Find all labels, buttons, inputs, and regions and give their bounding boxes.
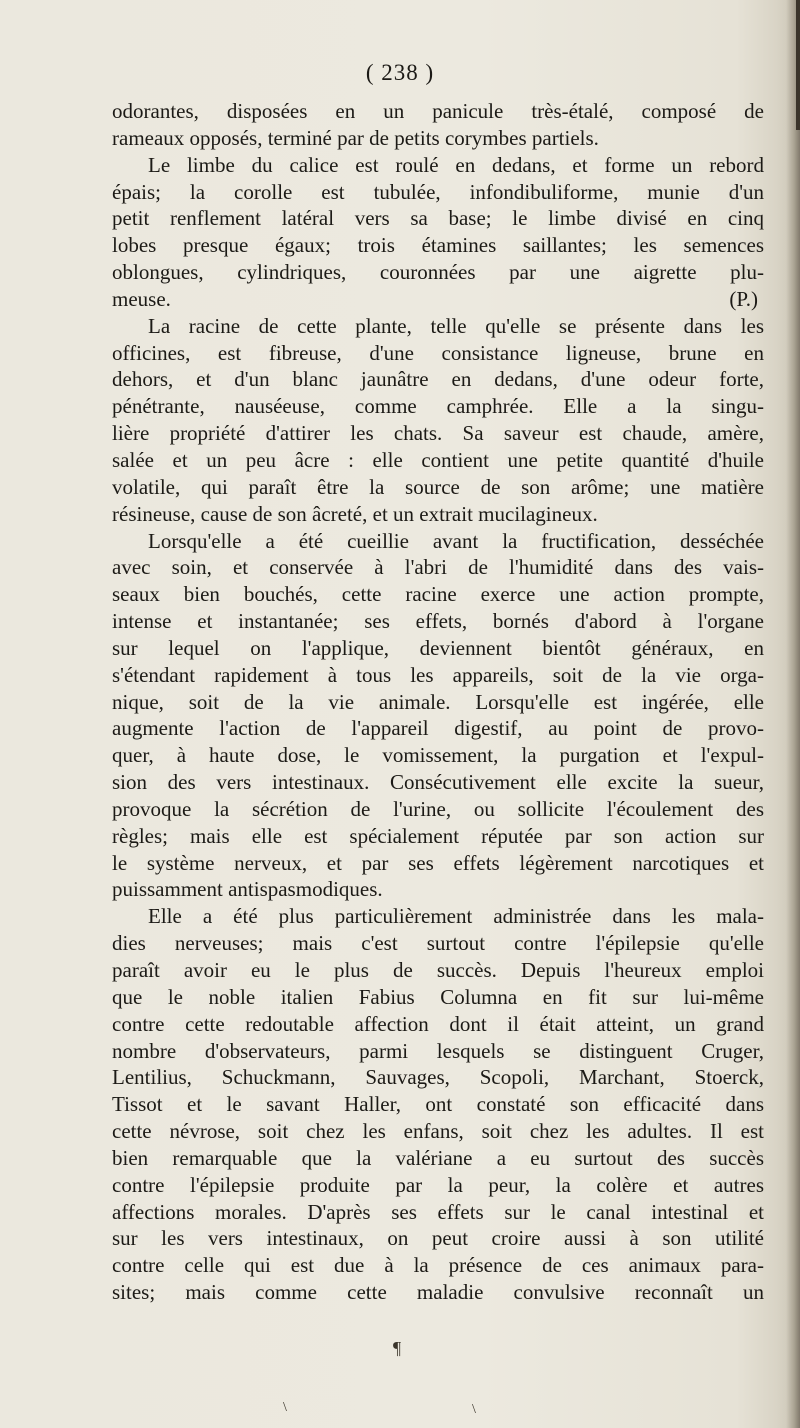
- page-number: ( 238 ): [365, 60, 435, 85]
- text-line: quer, à haute dose, le vomissement, la purgation et l'expul-: [112, 743, 764, 768]
- text-line: avec soin, et conservée à l'abri de l'humidité dans des vais-: [112, 555, 764, 580]
- text-line: sur les vers intestinaux, on peut croire aussi à son utilité: [112, 1226, 764, 1251]
- text-line: officines, est fibreuse, d'une consistance ligneuse, brune en: [112, 340, 764, 365]
- text-line: odorantes, disposées en un panicule très-étalé, composé de: [112, 99, 764, 123]
- text-line: oblongues, cylindriques, couronnées par une aigrette plu-: [112, 260, 764, 285]
- text-line: puissamment antispasmodiques.: [112, 877, 383, 902]
- text-line: La racine de cette plante, telle qu'elle se présente dans les: [148, 313, 764, 338]
- text-line: règles; mais elle est spécialement réputée par son action sur: [112, 823, 764, 848]
- text-line: salée et un peu âcre : elle contient une petite quantité d'huile: [112, 447, 764, 472]
- text-line: paraît avoir eu le plus de succès. Depuis l'heureux emploi: [112, 958, 764, 982]
- text-line: s'étendant rapidement à tous les appareils, soit de la vie orga-: [112, 662, 764, 687]
- text-line: nique, soit de la vie animale. Lorsqu'elle est ingérée, elle: [112, 689, 764, 714]
- text-line: seaux bien bouchés, cette racine exerce une action prompte,: [112, 582, 764, 607]
- text-line: résineuse, cause de son âcreté, et un extrait mucilagineux.: [112, 501, 598, 526]
- text-line: Le limbe du calice est roulé en dedans, et forme un rebord: [148, 152, 764, 177]
- stray-ink-mark: ¶: [393, 1338, 402, 1358]
- text-line: augmente l'action de l'appareil digestif, au point de provo-: [112, 716, 764, 741]
- text-line: [112, 286, 764, 313]
- text-line: épais; la corolle est tubulée, infondibuliforme, munie d'un: [112, 179, 764, 204]
- text-line: bien remarquable que la valériane a eu surtout des succès: [112, 1145, 764, 1170]
- text-line: rameaux opposés, terminé par de petits corymbes partiels.: [112, 125, 599, 150]
- author-signature: (P.): [729, 286, 758, 311]
- text-line: sur lequel on l'applique, deviennent bientôt généraux, en: [112, 635, 764, 660]
- text-line: affections morales. D'après ses effets sur le canal intestinal et: [112, 1199, 764, 1224]
- text-line: nombre d'observateurs, parmi lesquels se distinguent Cruger,: [112, 1038, 764, 1063]
- text-line: cette névrose, soit chez les enfans, soit chez les adultes. Il est: [112, 1119, 764, 1144]
- text-line: contre l'épilepsie produite par la peur, la colère et autres: [112, 1172, 764, 1197]
- text-line: Elle a été plus particulièrement administrée dans les mala-: [148, 904, 764, 929]
- text-line: Tissot et le savant Haller, ont constaté son efficacité dans: [112, 1092, 764, 1117]
- text-line: provoque la sécrétion de l'urine, ou sollicite l'écoulement des: [112, 796, 764, 821]
- text-line: contre celle qui est due à la présence de ces animaux para-: [112, 1253, 764, 1278]
- text-line: dies nerveuses; mais c'est surtout contre l'épilepsie qu'elle: [112, 931, 764, 956]
- text-line: que le noble italien Fabius Columna en fit sur lui-même: [112, 984, 764, 1009]
- text-line: pénétrante, nauséeuse, comme camphrée. Elle a la singu-: [112, 394, 764, 419]
- body-text: [112, 98, 764, 1306]
- text-line: lière propriété d'attirer les chats. Sa saveur est chaude, amère,: [112, 421, 764, 446]
- text-line: sites; mais comme cette maladie convulsive reconnaît un: [112, 1280, 764, 1305]
- text-line-content: meuse.: [112, 286, 171, 311]
- text-line: volatile, qui paraît être la source de son arôme; une matière: [112, 474, 764, 499]
- text-line: lobes presque égaux; trois étamines saillantes; les semences: [112, 233, 764, 258]
- stray-tick-mark: \: [472, 1402, 476, 1417]
- text-line: dehors, et d'un blanc jaunâtre en dedans, d'une odeur forte,: [112, 367, 764, 392]
- text-line: le système nerveux, et par ses effets légèrement narcotiques et: [112, 850, 764, 875]
- page-edge-shadow: [786, 0, 800, 1428]
- text-line: sion des vers intestinaux. Consécutivement elle excite la sueur,: [112, 770, 764, 795]
- text-line: Lorsqu'elle a été cueillie avant la fructification, desséchée: [148, 528, 764, 553]
- text-line: petit renflement latéral vers sa base; le limbe divisé en cinq: [112, 206, 764, 231]
- stray-tick-mark: \: [283, 1400, 287, 1415]
- text-line: intense et instantanée; ses effets, bornés d'abord à l'organe: [112, 609, 764, 634]
- text-line: contre cette redoutable affection dont il était atteint, un grand: [112, 1011, 764, 1036]
- text-line: Lentilius, Schuckmann, Sauvages, Scopoli, Marchant, Stoerck,: [112, 1065, 764, 1090]
